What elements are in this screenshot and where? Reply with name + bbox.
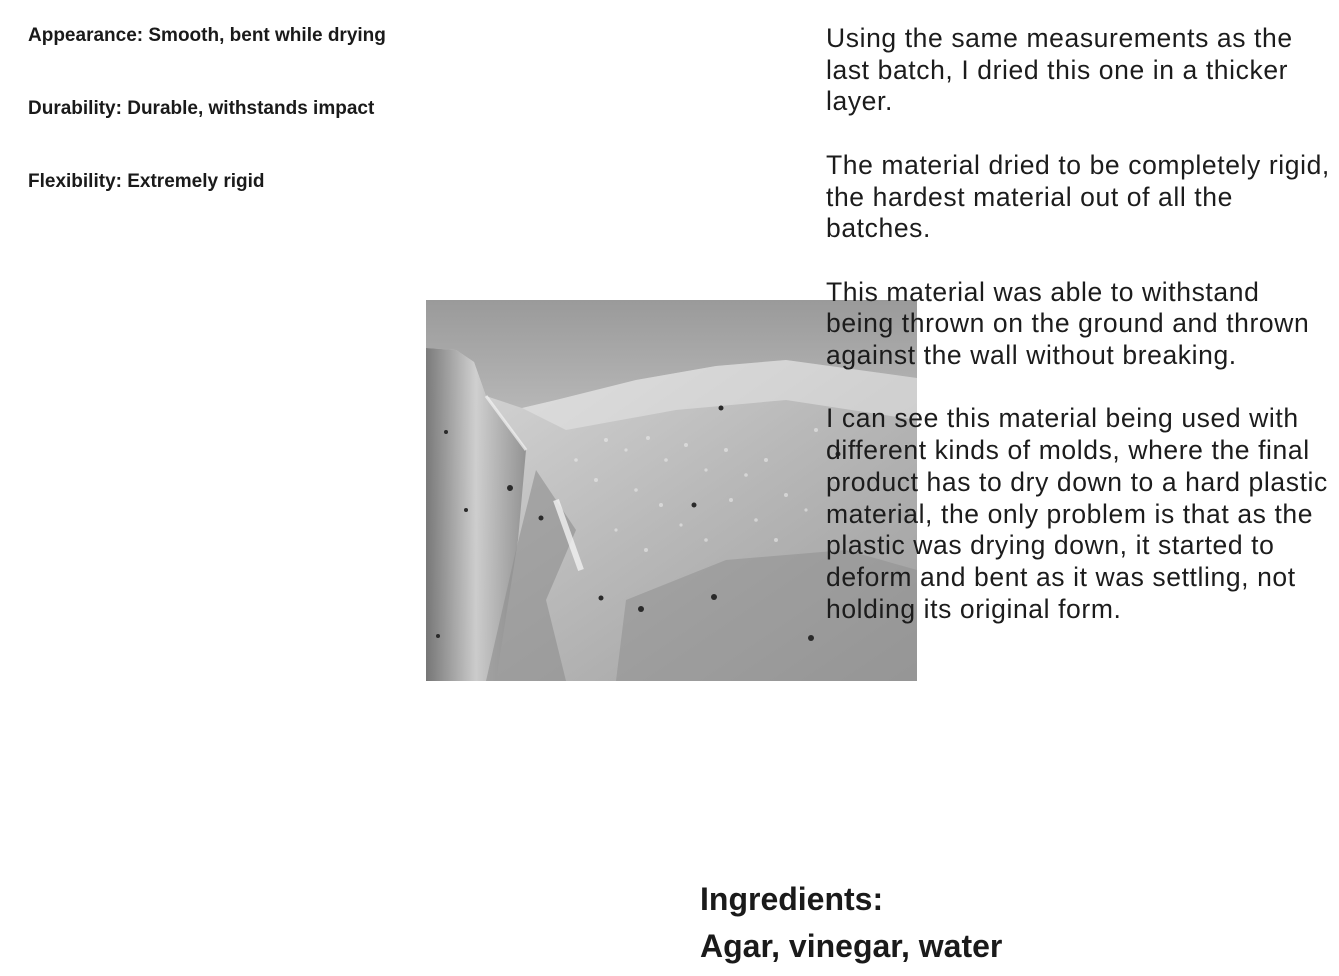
notes-paragraph-3: This material was able to withstand being thrown on the ground and thrown against the wall without breaking. bbox=[826, 276, 1310, 370]
flexibility-property: Flexibility: Extremely rigid bbox=[28, 171, 265, 192]
material-properties bbox=[28, 25, 386, 244]
notes-paragraph-4: I can see this material being used with different kinds of molds, where the final product has to dry down to a hard plastic material, the only problem is that as the plastic was drying down, it started to deform and bent as it was settling, not holding its original form. bbox=[826, 403, 1328, 624]
notes-paragraph-1: Using the same measurements as the last batch, I dried this one in a thicker layer. bbox=[826, 23, 1293, 117]
notes-text bbox=[826, 23, 1331, 657]
ingredients-block bbox=[700, 876, 1002, 970]
ingredients-list: Agar, vinegar, water bbox=[700, 928, 1003, 964]
durability-property: Durability: Durable, withstands impact bbox=[28, 98, 375, 119]
notes-paragraph-2: The material dried to be completely rigid, the hardest material out of all the batches. bbox=[826, 149, 1330, 244]
appearance-property: Appearance: Smooth, bent while drying bbox=[28, 25, 386, 46]
ingredients-heading: Ingredients: bbox=[700, 881, 884, 917]
